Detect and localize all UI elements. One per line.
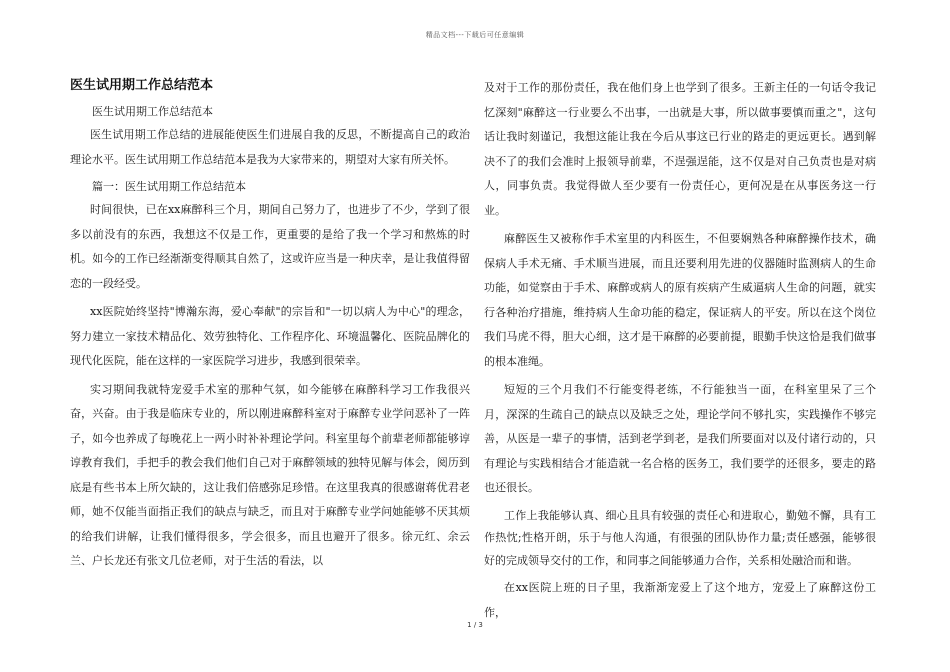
body-paragraph: 短短的三个月我们不行能变得老练，不行能独当一面，在科室里呆了三个月，深深的生疏自己的缺点以及缺乏之处，理论学问不够扎实，实践操作不够完善，从医是一辈子的事情，活到老学到老，是我们所要面对以及付诸行动的，只有理论与实践相结合才能造就一名合格的医务工，我们要学的还很多，要走的路也还很长。 — [484, 383, 876, 494]
header-note: 精品文档---下载后可任意编辑 — [425, 31, 525, 39]
body-paragraph: 麻醉医生又被称作手术室里的内科医生，不但要娴熟各种麻醉操作技术，确保病人手术无痛、手术顺当进展，而且还要利用先进的仪器随时监测病人的生命功能，如觉察由于手术、麻醉或病人的原有疾病产生威逼病人生命的问题，就实行各种治疗措施，维持病人生命功能的稳定，保证病人的平安。所以在这个岗位我们马虎不得，胆大心细，这才是干麻醉的必要前提，眼勤手快这恰是我们做事的根本准绳。 — [484, 232, 876, 368]
right-column — [484, 76, 876, 629]
left-column — [70, 76, 470, 578]
body-paragraph: 及对于工作的那份责任，我在他们身上也学到了很多。王新主任的一句话令我记忆深刻"麻醉这一行业要么不出事，一出就是大事，所以做事要慎而重之"，这句话让我时刻谨记，我想这能让我在今后从事这已行业的路走的更远更长。遇到解决不了的我们会准时上报领导前辈，不逞强逞能，这不仅是对自己负责也是对病人，同事负责。我觉得做人至少要有一份责任心，更何况是在从事医务这一行业。 — [484, 81, 876, 217]
body-paragraph: xx医院始终坚持"博瀚东海，爱心奉献"的宗旨和"一切以病人为中心"的理念，努力建立一家技术精品化、效劳独特化、工作程序化、环境温馨化、医院品牌化的现代化医院，能在这样的一家医院学习进步，我感到很荣幸。 — [70, 305, 470, 367]
section-heading: 篇一：医生试用期工作总结范本 — [92, 180, 246, 193]
intro-paragraph: 医生试用期工作总结的进展能使医生们进展自我的反思，不断提高自己的政治理论水平。医生试用期工作总结范本是我为大家带来的，期望对大家有所关怀。 — [70, 128, 470, 166]
document-subtitle: 医生试用期工作总结范本 — [92, 105, 213, 118]
document-title: 医生试用期工作总结范本 — [70, 78, 214, 93]
body-paragraph: 实习期间我就特宠爱手术室的那种气氛，如今能够在麻醉科学习工作我很兴奋，兴奋。由于我是临床专业的，所以刚进麻醉科室对于麻醉专业学问恶补了一阵子，如今也养成了每晚花上一两小时补补理论学问。科室里每个前辈老师都能够谆谆教育我们，手把手的教会我们他们自己对于麻醉领域的独特见解与体会，阅历到底是有些书本上所欠缺的，这让我们倍感弥足珍惜。在这里我真的很感谢蒋优君老师，她不仅能当面指正我们的缺点与缺乏，而且对于麻醉专业学问她能够不厌其烦的给我们讲解，让我们懂得很多，学会很多，而且也避开了很多。徐元红、余云兰、户长龙还有张文几位老师，对于生活的看法，以 — [70, 382, 470, 567]
page-number: 1 / 3 — [467, 621, 483, 629]
body-paragraph: 工作上我能够认真、细心且具有较强的责任心和进取心，勤勉不懈，具有工作热忱;性格开朗，乐于与他人沟通，有很强的团队协作力量;责任感强，能够很好的完成领导交付的工作，和同事之间能够通力合作，关系相处融洽而和谐。 — [484, 508, 876, 567]
body-paragraph: 时间很快，已在xx麻醉科三个月，期间自己努力了，也进步了不少，学到了很多以前没有的东西，我想这不仅是工作，更重要的是给了我一个学习和熬炼的时机。如今的工作已经渐渐变得顺其自然了，这或许应当是一种庆幸，是让我值得留恋的一段经受。 — [70, 203, 470, 290]
body-paragraph: 在xx医院上班的日子里，我渐渐宠爱上了这个地方，宠爱上了麻醉这份工作， — [484, 581, 876, 619]
